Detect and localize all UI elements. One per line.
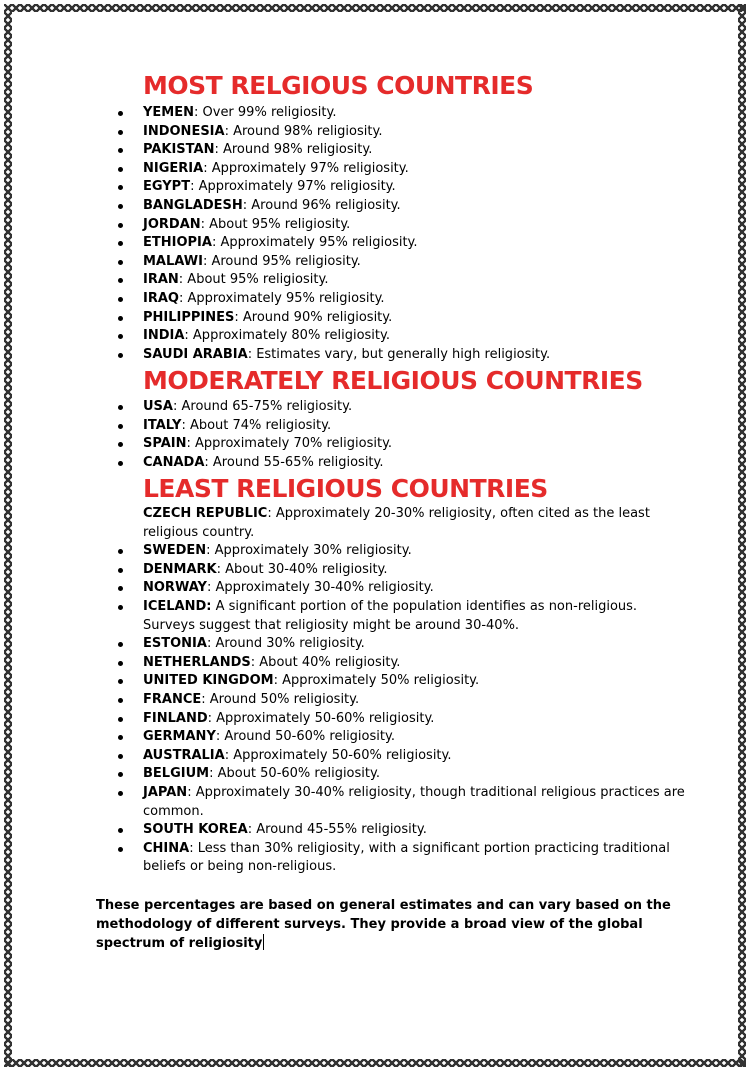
country-name: SPAIN [143,436,187,452]
country-name: YEMEN [143,105,194,120]
country-name: EGYPT [143,179,191,195]
page-border-top [4,4,746,12]
religiosity-text: : About 50-60% religiosity. [209,766,380,782]
list-item [0,123,750,142]
country-name: BELGIUM [143,766,210,782]
list-item [0,327,750,346]
religiosity-text: : Approximately 30-40% religiosity, though traditional religious practices are common. [143,784,685,819]
country-name: FINLAND [143,710,208,726]
religiosity-text: : Around 50-60% religiosity. [215,729,395,745]
country-name: ITALY [143,417,182,433]
list-item [0,691,750,710]
list-item [0,346,750,365]
religiosity-text: : Around 95% religiosity. [202,253,361,269]
country-name: ETHIOPIA [143,235,212,251]
religiosity-text: : Approximately 95% religiosity. [178,290,385,306]
list-item [0,672,750,691]
religiosity-text: : Approximately 80% religiosity. [184,328,390,344]
country-name: SWEDEN [143,543,207,559]
religiosity-text: : Approximately 50-60% religiosity. [207,710,435,726]
list-item [0,216,750,235]
country-name: GERMANY [143,729,216,745]
country-name: PHILIPPINES [143,309,235,325]
list-item [0,598,750,635]
country-name: SOUTH KOREA [143,822,248,838]
list-item [0,253,750,272]
list-item [0,821,750,840]
country-name: NETHERLANDS [143,654,251,670]
religiosity-text: : Around 90% religiosity. [234,309,393,325]
list-item [0,197,750,216]
heading-most-religious: MOST RELGIOUS COUNTRIES [143,71,534,100]
country-name: AUSTRALIA [143,747,225,763]
religiosity-text: : Approximately 70% religiosity. [186,436,393,452]
heading-least-religious: LEAST RELIGIOUS COUNTRIES [143,474,548,503]
religiosity-text: : About 40% religiosity. [250,654,401,670]
least-religious-list [0,505,750,877]
country-name: USA [143,399,173,414]
country-name: CHINA [143,840,190,856]
list-item [0,542,750,561]
religiosity-text: : Around 98% religiosity. [224,123,383,139]
country-name: NORWAY [143,580,207,596]
religiosity-text: : Less than 30% religiosity, with a significant portion practicing traditional beliefs or being non-religious. [143,840,670,875]
list-item [0,234,750,253]
list-item [0,765,750,784]
country-name: JORDAN [143,216,201,232]
country-name: CANADA [143,454,205,470]
list-item [0,271,750,290]
list-item [0,505,750,542]
religiosity-text: : Around 30% religiosity. [206,636,365,652]
list-item [0,309,750,328]
country-name: MALAWI [143,253,203,269]
heading-moderately-religious: MODERATELY RELIGIOUS COUNTRIES [143,366,643,395]
religiosity-text: : Around 55-65% religiosity. [204,454,384,470]
country-name: ICELAND: [143,598,212,614]
religiosity-text: : Around 45-55% religiosity. [247,822,427,838]
religiosity-text: : About 95% religiosity. [178,272,329,288]
religiosity-text: : About 30-40% religiosity. [216,561,388,577]
list-item [0,840,750,877]
religiosity-text: : Around 96% religiosity. [242,197,401,213]
list-item [0,104,750,123]
religiosity-text: : Around 50% religiosity. [201,691,360,707]
country-name: JAPAN [143,784,188,800]
country-name: CZECH REPUBLIC [143,506,268,521]
footnote-paragraph[interactable] [96,896,686,953]
religiosity-text: : About 95% religiosity. [200,216,351,232]
country-name: INDONESIA [143,123,225,139]
religiosity-text: : Estimates vary, but generally high religiosity. [247,346,551,362]
country-name: BANGLADESH [143,197,243,213]
religiosity-text: A significant portion of the population identifies as non-religious. Surveys suggest that religiosity might be around 30-40%. [143,598,638,633]
list-item [0,417,750,436]
list-item [0,160,750,179]
country-name: ESTONIA [143,636,207,652]
religiosity-text: : Approximately 20-30% religiosity, often cited as the least religious country. [143,506,650,540]
list-item [0,710,750,729]
religiosity-text: : Approximately 30-40% religiosity. [206,580,434,596]
list-item [0,579,750,598]
country-name: DENMARK [143,561,217,577]
list-item [0,784,750,821]
religiosity-text: : Around 65-75% religiosity. [172,399,353,414]
religiosity-text: : Approximately 95% religiosity. [211,235,418,251]
page-border-bottom [4,1059,746,1067]
moderately-religious-list [0,398,750,472]
list-item [0,290,750,309]
list-item [0,178,750,197]
list-item [0,654,750,673]
footnote-text: These percentages are based on general estimates and can vary based on the methodology of different surveys. They provide a broad view of the global spectrum of religiosity [96,898,671,951]
religiosity-text: : Approximately 50-60% religiosity. [224,747,452,763]
country-name: NIGERIA [143,160,204,176]
country-name: PAKISTAN [143,142,215,158]
religiosity-text: : About 74% religiosity. [181,417,332,433]
country-name: IRAQ [143,290,179,306]
list-item [0,398,750,417]
religiosity-text: : Approximately 97% religiosity. [190,179,396,195]
country-name: INDIA [143,328,185,344]
religiosity-text: : Approximately 50% religiosity. [273,673,480,689]
list-item [0,747,750,766]
list-item [0,454,750,473]
country-name: UNITED KINGDOM [143,673,274,689]
list-item [0,561,750,580]
religiosity-text: : Around 98% religiosity. [214,142,373,158]
list-item [0,141,750,160]
religiosity-text: : Approximately 30% religiosity. [206,543,412,559]
religiosity-text: : Approximately 97% religiosity. [203,160,409,176]
text-cursor [263,934,264,950]
country-name: SAUDI ARABIA [143,346,248,362]
most-religious-list [0,104,750,364]
list-item [0,435,750,454]
list-item [0,635,750,654]
country-name: FRANCE [143,691,202,707]
country-name: IRAN [143,272,179,288]
list-item [0,728,750,747]
religiosity-text: : Over 99% religiosity. [194,105,337,120]
